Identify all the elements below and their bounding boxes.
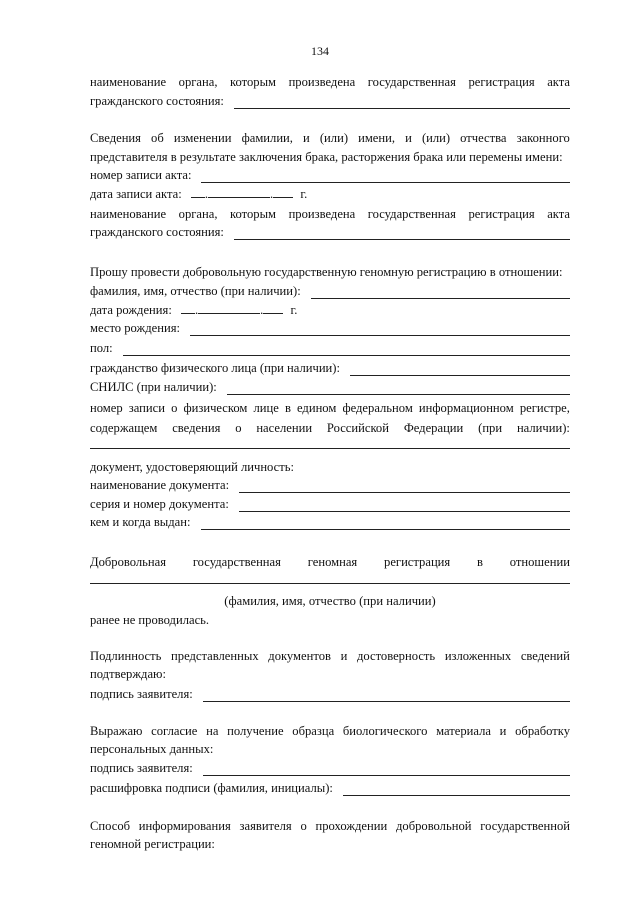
s2-record-date [90, 186, 570, 202]
word: о [300, 819, 307, 833]
word: населении [256, 421, 313, 435]
s2-line6 [90, 224, 570, 240]
s4-doc-number-label: серия и номер документа: [90, 497, 229, 511]
s8-line2: геномной регистрации: [90, 837, 215, 851]
s3-sex-blank[interactable] [123, 344, 570, 356]
s3-date-sep1: . [194, 303, 199, 317]
s4-issued-by-blank[interactable] [201, 518, 570, 530]
word: материала [436, 724, 491, 738]
s6-signature [90, 686, 570, 702]
s8-line1 [90, 818, 570, 834]
s7-signature-blank[interactable] [203, 764, 570, 776]
s6-line2: подтверждаю: [90, 667, 166, 681]
s1-line1 [90, 74, 570, 90]
word: достоверность [356, 649, 436, 663]
s3-line1: Прошу провести добровольную государственную геномную регистрацию в отношении: [90, 265, 563, 279]
word: регистрация [468, 207, 535, 221]
word: федеральном [342, 401, 413, 415]
s2-date-year[interactable] [273, 186, 293, 198]
word: сведения [172, 421, 221, 435]
s2-record-number [90, 167, 570, 183]
s2-record-number-blank[interactable] [201, 171, 570, 183]
word: лице [253, 401, 279, 415]
word: информационном [418, 401, 514, 415]
word: государственная [367, 207, 456, 221]
s5-caption: (фамилия, имя, отчество (при наличии) [224, 594, 436, 608]
word: на [206, 724, 219, 738]
word: представленных [171, 649, 259, 663]
s2-line2: представителя в результате заключения брака, расторжения брака или перемены имени: [90, 150, 563, 164]
word: органа, [178, 207, 218, 221]
s2-line6-label: гражданского состояния: [90, 225, 224, 239]
s3-line8 [90, 400, 570, 416]
word: произведена [288, 75, 356, 89]
s5-line1 [90, 554, 570, 570]
word: информирования [138, 819, 231, 833]
word: получение [227, 724, 284, 738]
word: прохождении [315, 819, 388, 833]
word: Федерации [403, 421, 464, 435]
s3-birth-place [90, 320, 570, 336]
s3-sex-label: пол: [90, 341, 113, 355]
word: добровольной [395, 819, 472, 833]
word: едином [297, 401, 337, 415]
word: записи [128, 401, 165, 415]
s3-date-month[interactable] [198, 302, 260, 314]
s4-issued-by [90, 514, 570, 530]
word: содержащем [90, 421, 158, 435]
word: об [151, 131, 164, 145]
word: наименование [90, 75, 167, 89]
word: имени, [358, 131, 396, 145]
word: которым [230, 207, 277, 221]
word: геномная [307, 555, 358, 569]
word: органа, [178, 75, 218, 89]
s3-full-name-label: фамилия, имя, отчество (при наличии): [90, 284, 301, 298]
word: акта [547, 207, 570, 221]
s7-signature-decode [90, 780, 570, 796]
s2-date-day[interactable] [191, 186, 205, 198]
word: которым [230, 75, 277, 89]
word: физическом [183, 401, 248, 415]
word: законного [516, 131, 570, 145]
s7-line2: персональных данных: [90, 742, 214, 756]
s4-doc-name [90, 477, 570, 493]
word: отношении [509, 555, 570, 569]
s7-signature-decode-label: расшифровка подписи (фамилия, инициалы): [90, 781, 333, 795]
s4-doc-name-blank[interactable] [239, 481, 570, 493]
s3-birth-place-blank[interactable] [190, 324, 570, 336]
word: государственной [480, 819, 570, 833]
word: в [477, 555, 483, 569]
word: Способ [90, 819, 131, 833]
s7-signature [90, 760, 570, 776]
s4-issued-by-label: кем и когда выдан: [90, 515, 191, 529]
s2-line1 [90, 130, 570, 146]
s5-name-blank[interactable] [90, 583, 570, 584]
word: фамилии, [241, 131, 293, 145]
s3-line9 [90, 420, 570, 436]
word: (или) [421, 131, 451, 145]
word: Российской [326, 421, 389, 435]
s5-line3: ранее не проводилась. [90, 613, 210, 627]
s3-birth-date [90, 302, 570, 318]
word: регистре, [519, 401, 570, 415]
s4-doc-name-label: наименование документа: [90, 478, 230, 492]
s7-signature-decode-blank[interactable] [343, 784, 570, 796]
word: регистрация [384, 555, 451, 569]
word: наличии): [516, 421, 570, 435]
s3-registry-number-blank[interactable] [90, 448, 570, 449]
s7-signature-label: подпись заявителя: [90, 761, 193, 775]
s2-date-year-suffix: г. [300, 187, 308, 201]
word: (или) [319, 131, 349, 145]
s3-date-year-suffix: г. [290, 303, 298, 317]
s2-line5 [90, 206, 570, 222]
s6-signature-blank[interactable] [203, 690, 570, 702]
word: сведений [520, 649, 570, 663]
word: заявителя [239, 819, 292, 833]
s6-signature-label: подпись заявителя: [90, 687, 193, 701]
word: и [303, 131, 310, 145]
s3-date-day[interactable] [181, 302, 195, 314]
s3-full-name-blank[interactable] [311, 287, 570, 299]
word: регистрация [468, 75, 535, 89]
word: Выражаю [90, 724, 143, 738]
s3-date-sep2: . [260, 303, 264, 317]
word: о [235, 421, 242, 435]
s3-birth-place-label: место рождения: [90, 321, 180, 335]
word: и [340, 649, 348, 663]
word: государственная [192, 555, 281, 569]
s2-date-sep2: . [270, 187, 274, 201]
word: согласие [151, 724, 198, 738]
s6-line1 [90, 648, 570, 664]
s2-date-sep1: . [204, 187, 209, 201]
s1-line2-label: гражданского состояния: [90, 94, 224, 108]
word: обработку [515, 724, 570, 738]
word: и [499, 724, 507, 738]
word: образца [292, 724, 335, 738]
word: наименование [90, 207, 167, 221]
word: и [405, 131, 412, 145]
s3-snils-blank[interactable] [227, 383, 570, 395]
word: акта [547, 75, 570, 89]
s3-citizenship-blank[interactable] [350, 364, 570, 376]
s2-record-number-label: номер записи акта: [90, 168, 192, 182]
word: Подлинность [90, 649, 162, 663]
s3-birth-date-label: дата рождения: [90, 303, 172, 317]
s1-line2 [90, 93, 570, 109]
s3-full-name [90, 283, 570, 299]
s2-date-month[interactable] [208, 186, 270, 198]
word: Сведения [90, 131, 141, 145]
word: номер [90, 401, 123, 415]
s3-citizenship-label: гражданство физического лица (при наличии): [90, 361, 340, 375]
word: биологического [342, 724, 428, 738]
word: произведена [288, 207, 356, 221]
s2-record-date-label: дата записи акта: [90, 187, 182, 201]
word: в [284, 401, 291, 415]
s4-line1: документ, удостоверяющий личность: [90, 460, 295, 474]
word: о [171, 401, 178, 415]
word: (при [478, 421, 503, 435]
s3-snils [90, 379, 570, 395]
word: отчества [460, 131, 507, 145]
word: Добровольная [90, 555, 167, 569]
word: изложенных [444, 649, 512, 663]
word: изменении [173, 131, 232, 145]
page-number: 134 [311, 44, 329, 58]
s1-line2-blank[interactable] [234, 97, 570, 109]
s3-sex [90, 340, 570, 356]
s4-doc-number-blank[interactable] [239, 500, 570, 512]
s7-line1 [90, 723, 570, 739]
s3-date-year[interactable] [263, 302, 283, 314]
s2-line6-blank[interactable] [234, 228, 570, 240]
s3-citizenship [90, 360, 570, 376]
s4-doc-number [90, 496, 570, 512]
word: государственная [367, 75, 456, 89]
word: документов [268, 649, 331, 663]
s3-snils-label: СНИЛС (при наличии): [90, 380, 217, 394]
